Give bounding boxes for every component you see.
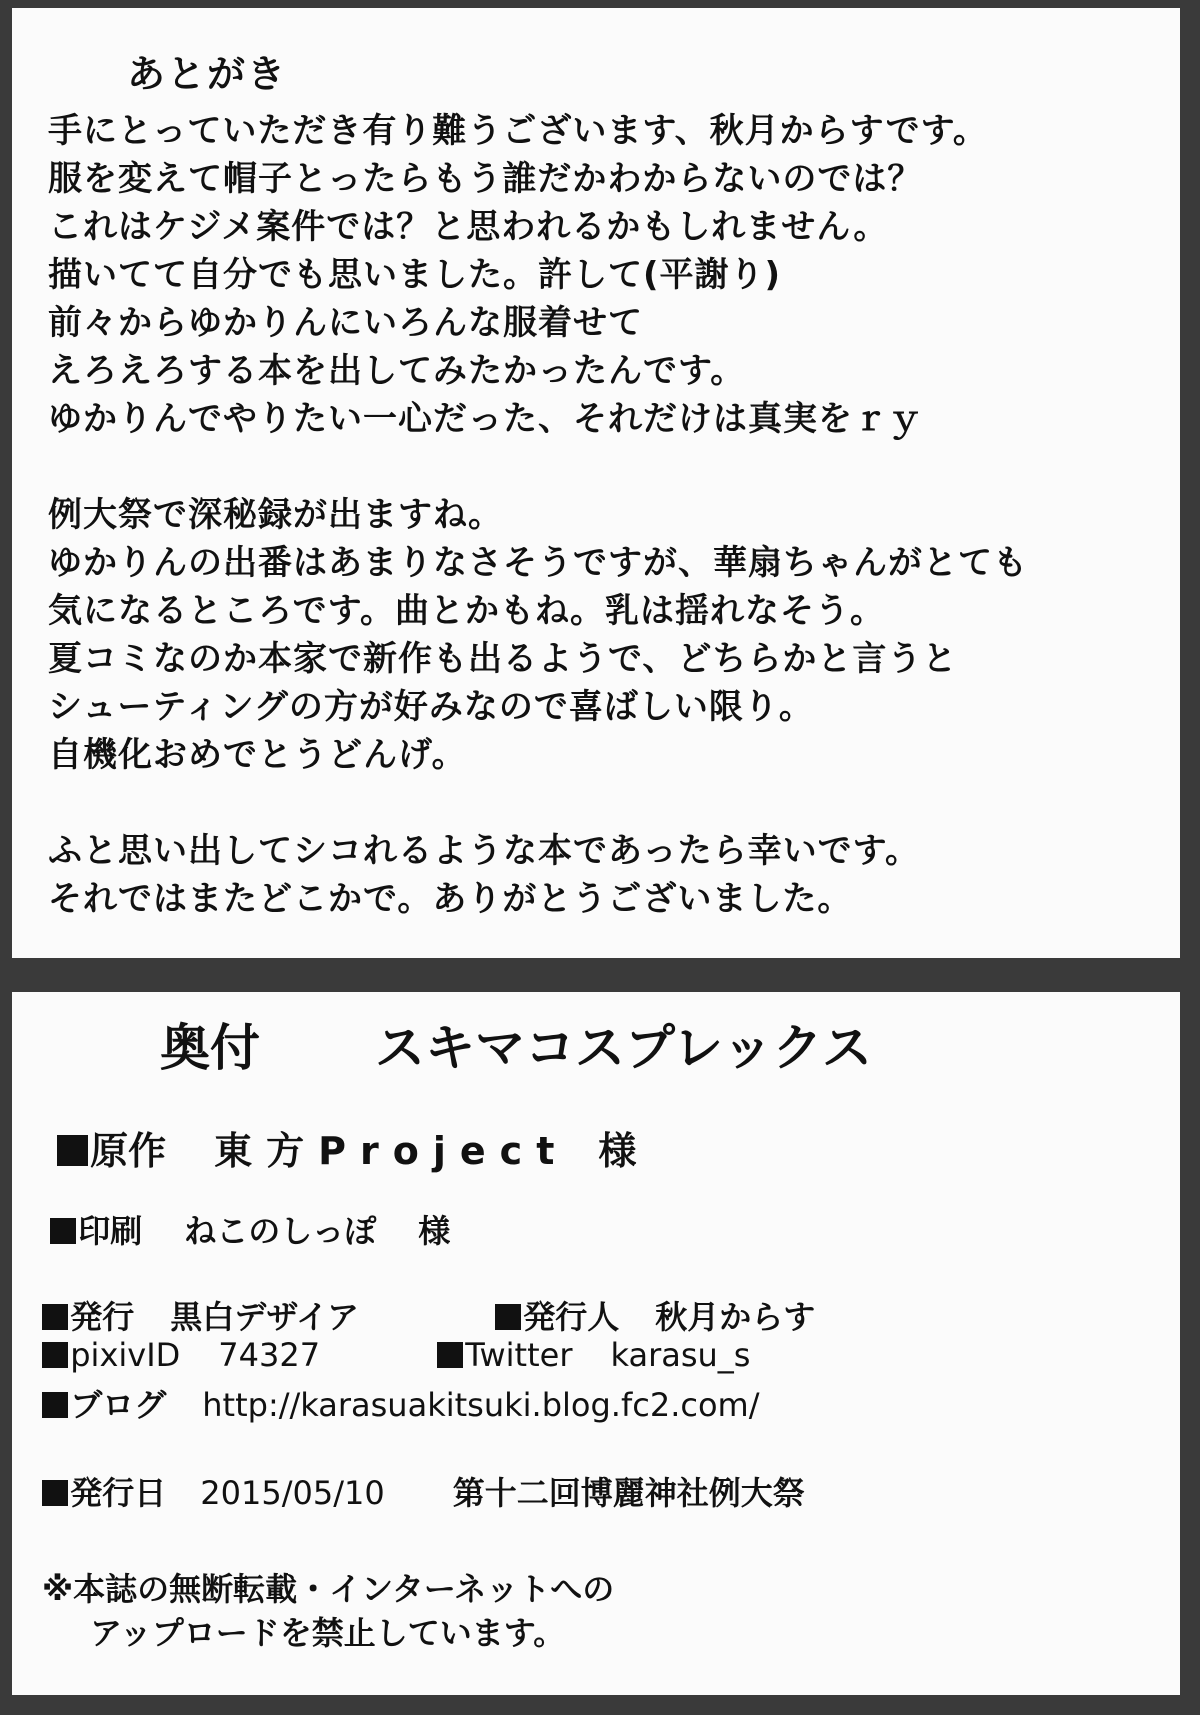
afterword-panel	[12, 8, 1180, 958]
bullet-square-icon	[42, 1392, 68, 1418]
afterword-line: えろえろする本を出してみたかったんです。	[48, 351, 746, 391]
afterword-line: これはケジメ案件では？と思われるかもしれません。	[48, 207, 889, 247]
afterword-line: 自機化おめでとうどんげ。	[48, 735, 467, 775]
twitter-value: karasu_s	[610, 1336, 751, 1374]
publisher-value: 黒白デザイア	[170, 1298, 360, 1336]
print-suffix: 様	[418, 1212, 451, 1250]
afterword-line: 例大祭で深秘録が出ますね。	[48, 495, 503, 535]
afterword-line: ゆかりんでやりたい一心だった、それだけは真実をｒｙ	[48, 399, 923, 439]
bullet-square-icon	[437, 1342, 463, 1368]
afterword-line: 気になるところです。曲とかもね。乳は揺れなそう。	[48, 591, 885, 631]
date-label: 発行日	[70, 1474, 167, 1512]
blog-label: ブログ	[70, 1386, 167, 1424]
original-value: 東方Project	[214, 1129, 569, 1173]
bullet-square-icon	[50, 1218, 76, 1244]
event-name: 第十二回博麗神社例大祭	[452, 1474, 805, 1512]
colophon-title	[160, 1008, 872, 1080]
issuer-row	[495, 1292, 815, 1338]
notice-line-1: ※本誌の無断転載・インターネットへの	[42, 1570, 615, 1608]
pixiv-label: pixivID	[70, 1336, 181, 1374]
pixiv-value: 74327	[218, 1336, 321, 1374]
afterword-line: 手にとっていただき有り難うございます、秋月からすです。	[48, 111, 988, 151]
original-row	[57, 1120, 636, 1175]
afterword-line: 夏コミなのか本家で新作も出るようで、どちらかと言うと	[48, 639, 958, 679]
afterword-line: 描いてて自分でも思いました。許して(平謝り)	[48, 255, 782, 295]
colophon-panel	[12, 992, 1180, 1695]
notice-line-2: アップロードを禁止しています。	[90, 1614, 566, 1652]
bullet-square-icon	[495, 1304, 521, 1330]
print-label: 印刷	[78, 1212, 143, 1250]
bullet-square-icon	[42, 1342, 68, 1368]
issuer-value: 秋月からす	[655, 1298, 816, 1336]
twitter-label: Twitter	[465, 1336, 573, 1374]
print-value: ねこのしっぽ	[184, 1212, 377, 1250]
bullet-square-icon	[57, 1135, 88, 1166]
bullet-square-icon	[42, 1480, 68, 1506]
blog-row	[42, 1380, 759, 1426]
date-value: 2015/05/10	[200, 1474, 385, 1512]
print-row	[50, 1206, 450, 1252]
afterword-line: 服を変えて帽子とったらもう誰だかわからないのでは？	[48, 159, 923, 199]
afterword-title: あとがき	[127, 52, 288, 96]
afterword-line: ふと思い出してシコれるような本であったら幸いです。	[48, 831, 920, 871]
colophon-heading: 奥付	[160, 1019, 260, 1077]
blog-url: http://karasuakitsuki.blog.fc2.com/	[202, 1386, 760, 1424]
afterword-line: シューティングの方が好みなので喜ばしい限り。	[48, 687, 814, 727]
afterword-line: ゆかりんの出番はあまりなさそうですが、華扇ちゃんがとても	[48, 543, 1028, 583]
issuer-label: 発行人	[523, 1298, 620, 1336]
afterword-line: それではまたどこかで。ありがとうございました。	[48, 879, 853, 919]
original-label: 原作	[90, 1129, 167, 1173]
original-suffix: 様	[598, 1129, 637, 1173]
afterword-line: 前々からゆかりんにいろんな服着せて	[48, 303, 643, 343]
twitter-row	[437, 1336, 750, 1374]
pixiv-row	[42, 1336, 320, 1374]
publisher-row	[42, 1292, 359, 1338]
publisher-label: 発行	[70, 1298, 135, 1336]
bullet-square-icon	[42, 1304, 68, 1330]
book-title: スキマコスプレックス	[375, 1019, 872, 1077]
date-row	[42, 1468, 805, 1514]
